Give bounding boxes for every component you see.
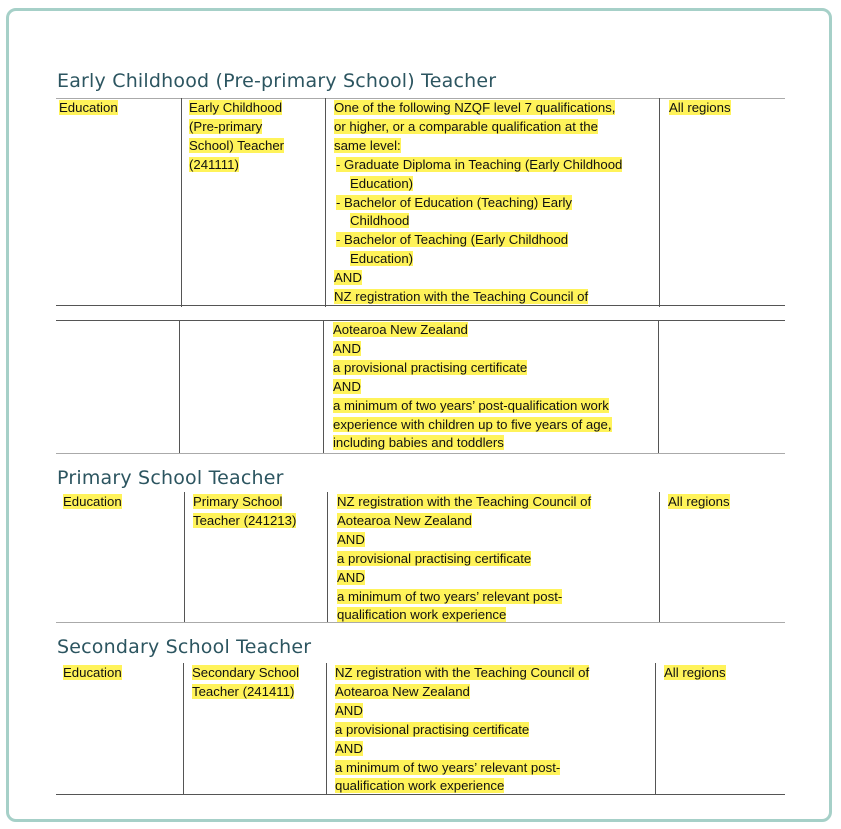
requirement-line: AND — [337, 531, 365, 547]
field-cell — [63, 664, 181, 795]
occupation-line: Teacher (241213) — [193, 512, 297, 528]
occupation-line: Secondary School — [192, 665, 300, 680]
requirement-line: a provisional practising certificate — [335, 721, 530, 737]
requirement-line: AND — [337, 569, 365, 585]
requirement-line: qualification work experience — [335, 778, 505, 794]
requirement-line: NZ registration with the Teaching Council of — [334, 289, 589, 305]
primary-teacher-table — [56, 492, 785, 623]
field-text: Education — [63, 665, 122, 680]
occupation-line: (241111) — [189, 156, 239, 172]
requirement-line: - Bachelor of Teaching (Early Childhood — [336, 232, 569, 248]
region-cell — [669, 99, 783, 307]
region-text: All regions — [669, 100, 731, 115]
requirements-cell — [337, 493, 657, 623]
requirement-line: a minimum of two years’ post-qualification work — [333, 397, 609, 413]
requirement-line: Childhood — [350, 213, 410, 229]
requirement-line: AND — [333, 340, 361, 356]
requirement-line: a minimum of two years’ relevant post- — [335, 759, 561, 775]
requirement-line: a provisional practising certificate — [333, 359, 528, 375]
occupation-line: School) Teacher — [189, 137, 285, 153]
requirement-line: - Graduate Diploma in Teaching (Early Childhood — [336, 156, 623, 172]
requirement-line: a minimum of two years’ relevant post- — [337, 588, 563, 604]
requirement-line: One of the following NZQF level 7 qualifications, — [334, 100, 616, 115]
requirement-line: AND — [333, 378, 361, 394]
requirement-line: same level: — [334, 137, 401, 153]
field-text: Education — [63, 494, 122, 509]
requirement-line: - Bachelor of Education (Teaching) Early — [336, 194, 573, 210]
requirements-cell-continued — [333, 321, 657, 454]
occupation-cell — [192, 664, 324, 795]
requirements-cell — [334, 99, 658, 307]
region-text: All regions — [668, 494, 730, 509]
occupation-cell — [189, 99, 323, 307]
requirement-line: qualification work experience — [337, 607, 507, 623]
occupation-line: Primary School — [193, 494, 283, 509]
region-text: All regions — [664, 665, 726, 680]
requirement-line: Aotearoa New Zealand — [335, 683, 470, 699]
requirement-line: AND — [334, 270, 362, 286]
early-childhood-table-part-1 — [56, 98, 785, 307]
occupation-line: Early Childhood — [189, 100, 283, 115]
requirement-line: NZ registration with the Teaching Council of — [337, 494, 592, 509]
region-cell — [664, 664, 782, 795]
occupation-cell — [193, 493, 325, 623]
field-text: Education — [59, 100, 118, 115]
early-childhood-table-part-2 — [56, 320, 785, 454]
requirement-line: Education) — [350, 175, 414, 191]
section-heading-secondary: Secondary School Teacher — [57, 636, 312, 658]
section-heading-early-childhood: Early Childhood (Pre-primary School) Teacher — [57, 70, 497, 92]
occupation-line: Teacher (241411) — [192, 683, 295, 699]
requirement-line: NZ registration with the Teaching Council of — [335, 665, 590, 680]
requirement-line: Education) — [350, 251, 414, 267]
section-heading-primary: Primary School Teacher — [57, 467, 284, 489]
requirement-line: AND — [335, 740, 363, 756]
secondary-teacher-table — [56, 663, 785, 795]
requirement-line: Aotearoa New Zealand — [333, 322, 468, 337]
requirements-cell — [335, 664, 653, 795]
requirement-line: experience with children up to five years of age, — [333, 416, 612, 432]
requirement-line: Aotearoa New Zealand — [337, 512, 472, 528]
requirement-line: or higher, or a comparable qualification at the — [334, 118, 598, 134]
region-cell — [668, 493, 782, 623]
field-cell — [63, 493, 181, 623]
requirement-line: including babies and toddlers — [333, 435, 504, 451]
requirement-line: AND — [335, 702, 363, 718]
occupation-line: (Pre-primary — [189, 118, 263, 134]
field-cell — [59, 99, 179, 307]
requirement-line: a provisional practising certificate — [337, 550, 532, 566]
